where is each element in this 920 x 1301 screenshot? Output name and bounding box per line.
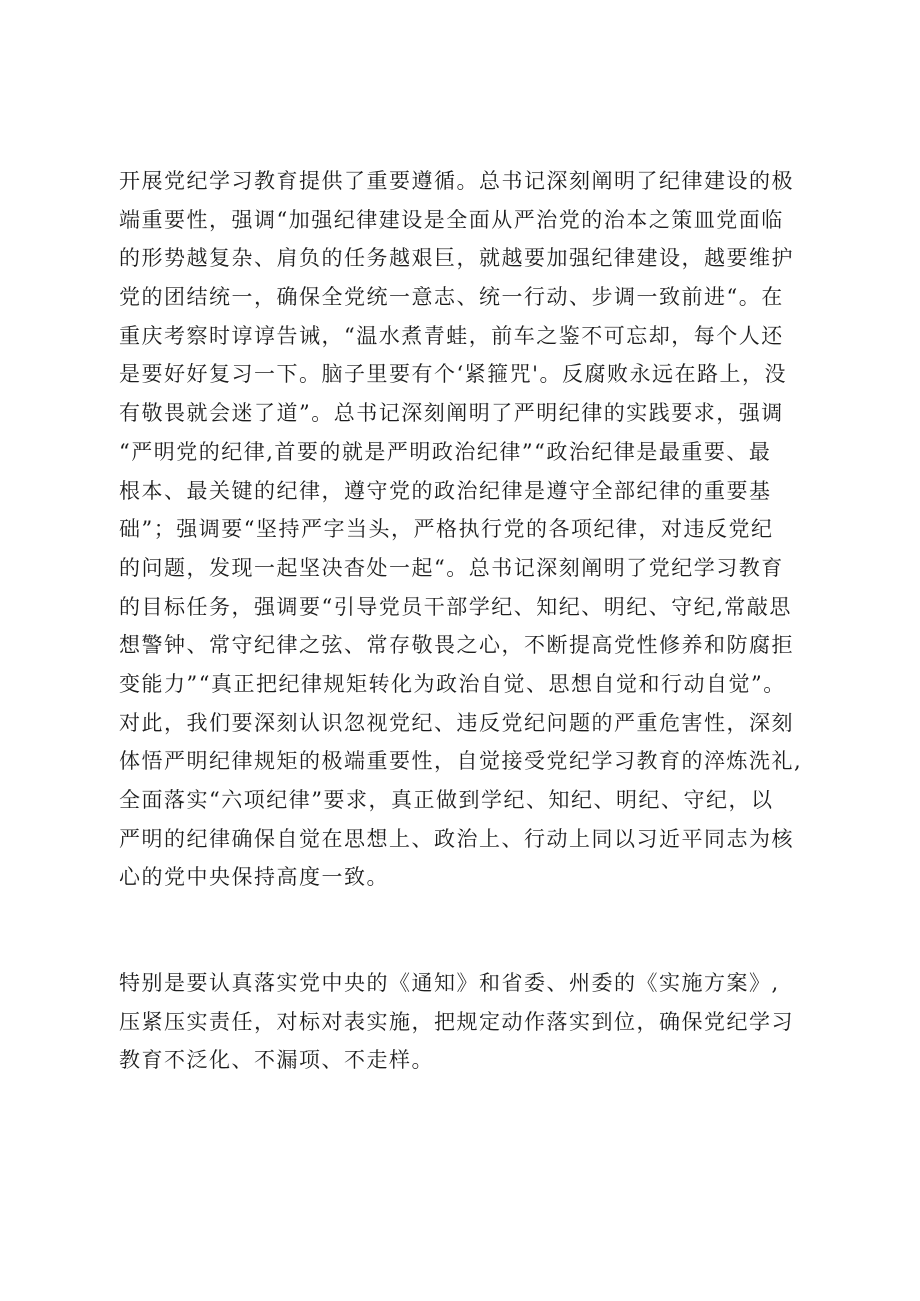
paragraph-line: 根本、最关键的纪律，遵守党的政治纪律是遵守全部纪律的重要基: [119, 478, 772, 503]
body-paragraph-1: [119, 162, 819, 897]
paragraph-line: 特别是要认真落实党中央的《通知》和省委、州委的《实施方案》,: [119, 971, 780, 995]
paragraph-line: “严明党的纪律,首要的就是严明政治纪律”“政治纪律是最重要、最: [119, 439, 772, 464]
paragraph-line: 变能力”“真正把纪律规矩转化为政治自觉、思想自觉和行动自觉”。: [119, 671, 786, 696]
paragraph-line: 的问题，发现一起坚决杳处一起“。总书记深刻阐明了党纪学习教育: [119, 555, 784, 580]
paragraph-line: 严明的纪律确保自觉在思想上、政治上、行动上同以习近平同志为核: [119, 826, 794, 851]
paragraph-line: 体悟严明纪律规矩的极端重要性，自觉接受党纪学习教育的淬炼洗礼,: [119, 749, 803, 774]
paragraph-line: 压紧压实责任，对标对表实施，把规定动作落实到位，确保党纪学习: [119, 1009, 794, 1034]
paragraph-line: 全面落实“六项纪律”要求，真正做到学纪、知纪、明纪、守纪，以: [119, 788, 774, 812]
paragraph-line: 开展党纪学习教育提供了重要遵循。总书记深刻阐明了纪律建设的极: [119, 169, 794, 193]
paragraph-line: 对此，我们要深刻认识忽视党纪、违反党纪问题的严重危害性，深刻: [119, 710, 794, 735]
paragraph-line: 想警钟、常守纪律之弦、常存敬畏之心，不断提高党性修养和防腐拒: [119, 633, 794, 658]
paragraph-line: 重庆考察时谆谆告诫，“温水煮青蛙，前车之鉴不可忘却，每个人还: [119, 323, 784, 348]
paragraph-line: 有敬畏就会迷了道”。总书记深刻阐明了严明纪律的实践要求，强调: [119, 401, 784, 426]
paragraph-line: 是要好好复习一下。脑子里要有个‘紧箍咒'。反腐败永远在路上，没: [119, 362, 787, 387]
paragraph-line: 端重要性，强调“加强纪律建设是全面从严治党的治本之策皿党面临: [119, 207, 784, 232]
body-paragraph-2: [119, 964, 819, 1080]
paragraph-line: 教育不泛化、不漏项、不走样。: [119, 1048, 434, 1073]
paragraph-line: 的目标任务，强调要“引导党员干部学纪、知纪、明纪、守纪,常敲思: [119, 594, 792, 619]
paragraph-line: 心的党中央保持高度一致。: [119, 865, 389, 890]
paragraph-line: 党的团结统一，确保全党统一意志、统一行动、步调一致前进“。在: [119, 285, 784, 310]
paragraph-line: 的形势越复杂、肩负的任务越艰巨，就越要加强纪律建设，越要维护: [119, 246, 794, 271]
paragraph-line: 础”；强调要“坚持严字当头，严格执行党的各项纪律，对违反党纪: [119, 517, 774, 542]
